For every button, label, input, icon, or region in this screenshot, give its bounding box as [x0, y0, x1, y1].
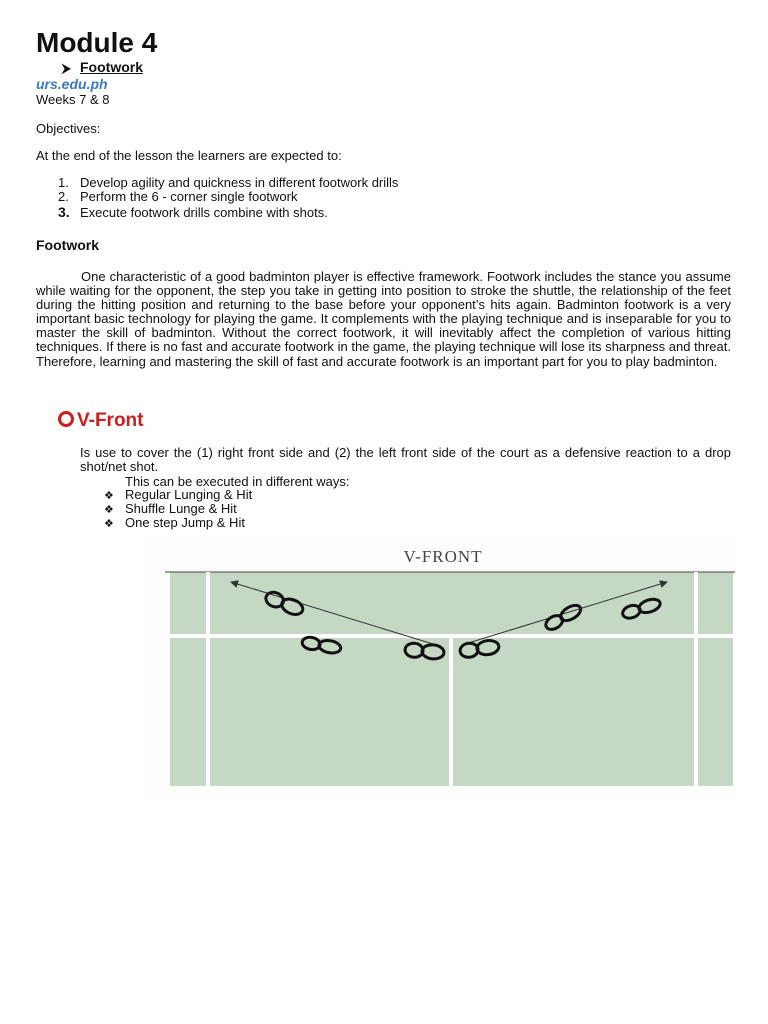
objective-item — [58, 189, 297, 204]
objective-text: Develop agility and quickness in different footwork drills — [80, 175, 399, 190]
way-label: Regular Lunging & Hit — [125, 487, 253, 502]
module-title: Module 4 — [36, 27, 158, 58]
vfront-heading-label: V-Front — [77, 410, 144, 431]
ring-bullet-icon — [58, 411, 74, 427]
objective-number: 2. — [58, 189, 69, 204]
court-diagram-svg — [145, 537, 735, 799]
arrow-bullet-icon: ⮞ — [62, 61, 71, 75]
list-item — [104, 516, 245, 531]
objective-number: 1. — [58, 175, 69, 190]
objectives-intro: At the end of the lesson the learners are expected to: — [36, 148, 342, 163]
vfront-description: Is use to cover the (1) right front side and (2) the left front side of the court as a defensive reaction to a drop shot/net shot. — [80, 445, 731, 474]
site-url[interactable]: urs.edu.ph — [36, 76, 108, 92]
vfront-diagram — [145, 537, 735, 799]
section-link-label: Footwork — [80, 59, 143, 75]
diamond-bullet-icon: ❖ — [104, 490, 114, 502]
diagram-title: V-FRONT — [403, 547, 483, 566]
ways-intro: This can be executed in different ways: — [125, 474, 350, 489]
diamond-bullet-icon: ❖ — [104, 518, 114, 530]
objective-number: 3. — [58, 204, 70, 220]
objectives-label: Objectives: — [36, 121, 101, 136]
diamond-bullet-icon: ❖ — [104, 504, 114, 516]
objective-item — [58, 205, 328, 220]
objective-item — [58, 175, 398, 190]
vfront-heading — [58, 410, 144, 432]
objective-text: Execute footwork drills combine with shots. — [80, 205, 328, 220]
weeks-label: Weeks 7 & 8 — [36, 92, 110, 107]
way-label: Shuffle Lunge & Hit — [125, 501, 237, 516]
objective-text: Perform the 6 - corner single footwork — [80, 189, 298, 204]
footwork-paragraph: One characteristic of a good badminton player is effective framework. Footwork includes the stance you assume while waiting for the opponent, the step you take in getting into position to stroke the shuttle, the relationship of the feet during the hitting position and returning to the base before your opponent’s hits again. Badminton footwork is a very important basic technology for playing the game. It complements with the playing technique and is inseparable for you to master the skill of badminton. Without the correct footwork, it will inevitably affect the completion of various hitting techniques. If there is no fast and accurate footwork in the game, the playing technique will lose its sharpness and threat. Therefore, learning and mastering the skill of fast and accurate footwork is an important part for you to play badminton. — [36, 269, 731, 369]
way-label: One step Jump & Hit — [125, 515, 245, 530]
footwork-heading: Footwork — [36, 237, 99, 253]
